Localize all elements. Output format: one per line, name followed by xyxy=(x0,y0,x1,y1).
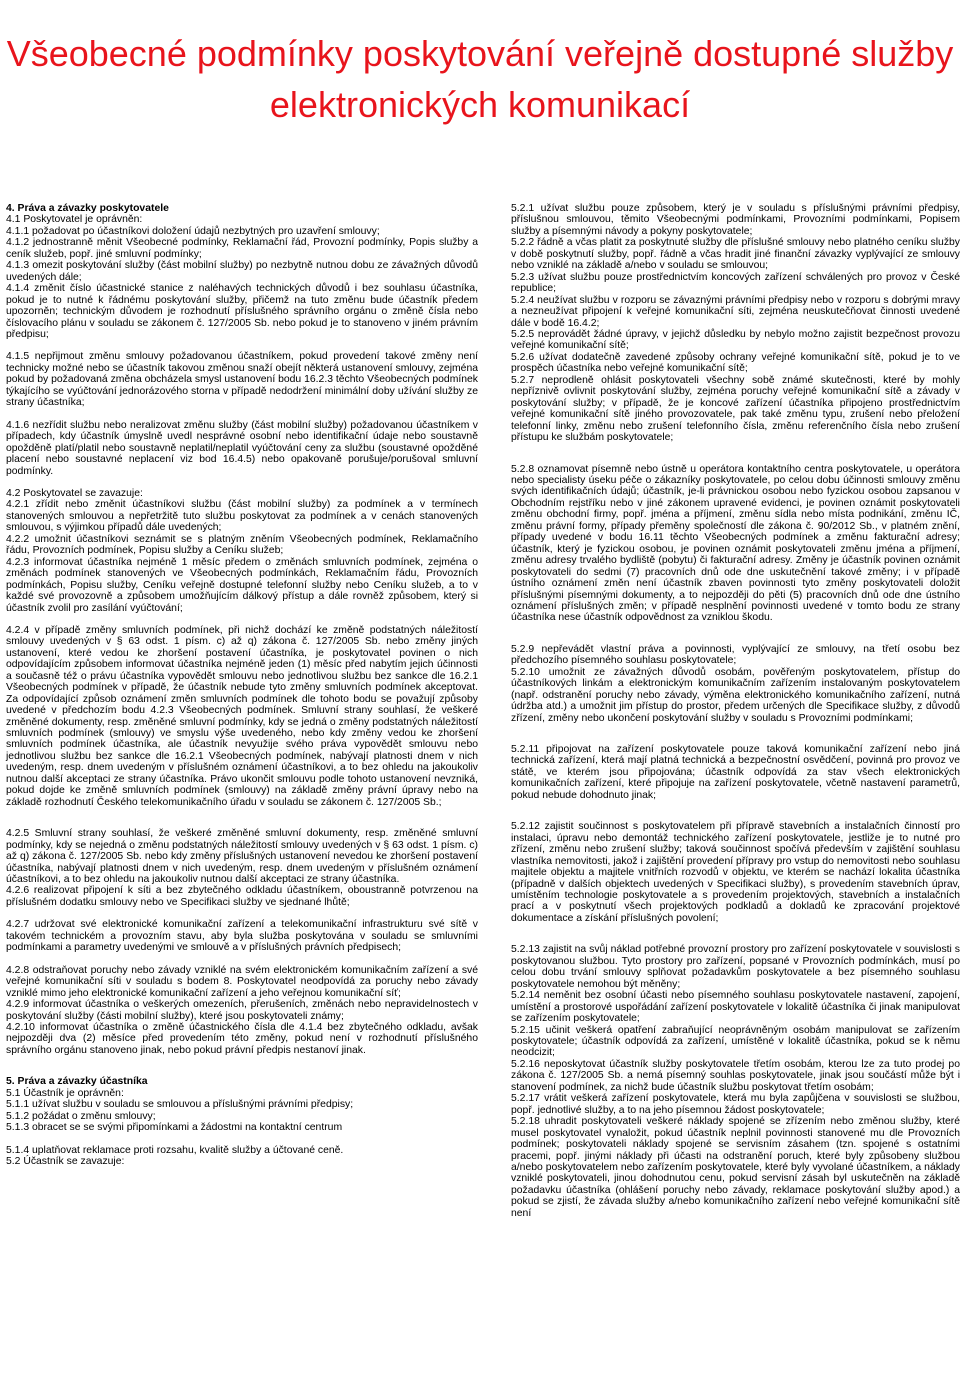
clause-paragraph: 5.2.9 nepřevádět vlastní práva a povinnosti, vyplývající ze smlouvy, na třetí osobu bez předchozího písemného souhlasu poskytovatele; xyxy=(511,643,960,667)
document-title: Všeobecné podmínky poskytování veřejně dostupné služby elektronických komunikací xyxy=(6,33,954,126)
clause-paragraph: 5.2.6 užívat dodatečně zavedené způsoby ochrany veřejné komunikační sítě, pokud je to ve prospěch účastníka nebo veřejné komunikační sítě; xyxy=(511,351,960,375)
section-heading: 5. Práva a závazky účastníka xyxy=(6,1076,148,1088)
clause-paragraph: 5.1.4 uplatňovat reklamace proti rozsahu, kvalitě služby a účtované ceně. xyxy=(6,1144,344,1156)
clause-paragraph: 5.2.7 neprodleně ohlásit poskytovateli všechny sobě známé skutečnosti, které by mohly nepříznivě ovlivnit poskytování služby, zejména poruchy veřejné komunikační sítě a závady v poskytování služby; v případě, že je koncové zařízení účastníka připojeno prostřednictvím veřejné komunikační sítě jiného provozovatele, pak také změnu typu, zrušení nebo přeložení telefonní linky, změnu nebo zrušení telefonního čísla, změnu referenčního čísla nebo zrušení přístupu ke službám poskytovatele; xyxy=(511,374,960,444)
clause-paragraph: 4.1.1 požadovat po účastníkovi doložení údajů nezbytných pro uzavření smlouvy; xyxy=(6,225,380,237)
clause-paragraph: 5.2.16 neposkytovat účastník služby poskytovatele třetím osobám, kterou lze za tuto prodej po zákona č. 127/2005 Sb. a nemá písemný souhlas poskytovatele, jinak jsou součástí může být i stanovení podmínek, za nichž bude účastník službu poskytovat třetím osobám; xyxy=(511,1058,960,1093)
clause-paragraph: 4.2.7 udržovat své elektronické komunikační zařízení a telekomunikační infrastrukturu své sítě v takovém technickém a provozním stavu, aby byla služba poskytována v souladu se smluvními podmínkami a parametry uvedenými ve smlouvě a v příslušných právních předpisech; xyxy=(6,919,478,954)
clause-paragraph: 4.2.4 v případě změny smluvních podmínek, při nichž dochází ke změně podstatných náležitostí smlouvy uvedených v § 63 odst. 1 písm. c) až q) zákona č. 127/2005 Sb. nebo změny jiných ustanovení, které vedou ke zhoršení postavení účastníka, je poskytovatel povinen o nich odpovídajícím způsobem informovat účastníka nejméně jeden (1) měsíc před nabytím jejich účinnosti a současně též o právu účastníka vypovědět smlouvu nebo jednotlivou službu bez sankce dle 16.2.1 Všeobecných podmínek v případě, že účastník nebude tyto změny smluvních podmínek akceptovat. Za odpovídající způsob oznámení změn smluvních podmínek dle tohoto bodu se považují způsoby uvedené v předchozím bodu 4.2.3 Všeobecných podmínek. Smluvní strany souhlasí, že veškeré změněné dokumenty, resp. změněné smluvní podmínky, kdy se jedná o změny podstatných náležitostí smluvních podmínek (smlouvy) ve smyslu výše uvedeného, nebo kdy změny vedou ke zhoršení smluvních podmínek účastníka, ale účastník nevyužije svého práva vypovědět smlouvu nebo jednotlivou službu bez sankce dle 16.2.1 Všeobecných podmínek, nabývají platnosti dnem v nich uvedeným, resp. dnem uvedeným v příslušném oznámení účastníkovi, a to bez ohledu na jakoukoliv nutnou další akceptaci ze strany účastníka. Právo ukončit smlouvu podle tohoto ustanovení nevzniká, pokud dojde ke změně smluvních podmínek (smlouvy) na základě změny právní úpravy nebo na základě rozhodnutí Českého telekomunikačního úřadu v souladu se zákonem č. 127/2005 Sb.; xyxy=(6,624,478,808)
clause-paragraph: 4.1.3 omezit poskytování služby (část mobilní služby) po nezbytně nutnou dobu ze závažných důvodů uvedených dále; xyxy=(6,260,478,283)
clause-paragraph: 5.2.3 užívat službu pouze prostřednictvím koncových zařízení schválených pro provoz v České republice; xyxy=(511,271,960,295)
clause-paragraph: 5.1 Účastník je oprávněn: xyxy=(6,1087,124,1099)
clause-paragraph: 5.2.14 neměnit bez osobní účasti nebo písemného souhlasu poskytovatele nastavení, zapojení, umístění a prostorové uspořádání zařízení poskytovatele v lokalitě účastníka či jinak manipulovat se zařízením poskytovatele; xyxy=(511,990,960,1025)
clause-paragraph: 5.2.2 řádně a včas platit za poskytnuté služby dle příslušné smlouvy nebo platného ceníku služby v době poskytnutí služby, popř. řádně a včas hradit jiné finanční závazky vyplývající ze smlouvy nebo vzniklé na základě a/nebo v souladu se smlouvou; xyxy=(511,237,960,272)
clause-paragraph: 5.1.3 obracet se se svými připomínkami a žádostmi na kontaktní centrum xyxy=(6,1122,343,1134)
clause-paragraph: 4.1.5 nepřijmout změnu smlouvy požadovanou účastníkem, pokud provedení takové změny není technicky možné nebo se účastník takovou změnou snaží obejít některá ustanovení smlouvy, zejména pokud by požadovaná změna obcházela smysl ustanovení bodu 16.2.3 těchto Všeobecných podmínek týkajícího se vyúčtování jednorázového storna v případě nedodržení minimální doby užívání služby ze strany účastníka; xyxy=(6,351,478,409)
clause-paragraph: 5.1.2 požádat o změnu smlouvy; xyxy=(6,1110,156,1122)
clause-paragraph: 4.2.9 informovat účastníka o veškerých omezeních, přerušeních, změnách nebo nepravidelnostech v poskytování služby (části mobilní služby), které jsou poskytovateli známy; xyxy=(6,999,478,1022)
clause-paragraph: 5.2.18 uhradit poskytovateli veškeré náklady spojené se zřízením nebo změnou služby, které musel poskytovatel vynaložit, pokud účastník neplnil povinnosti stanovené mu dle Provozních podmínek; poskytovateli náklady spojené se servisním zásahem (tzn. spojené s ostatními pracemi, popř. jinými náklady při účasti na odstranění poruch, které byly způsobeny službou a/nebo poskytovatelem nebo zařízením poskytovatele, které byly vyvolané účastníkem, a náklady vzniklé poskytovateli, jinou dohodnutou cenu, pokud servisní zásah byl uskutečněn na základě požadavku účastníka (ohlášení poruchy nebo závady, reklamace poskytování služby apod.) a pokud se zjistí, že závada služby a/nebo komunikačního zařízení nebo veřejné komunikační sítě není xyxy=(511,1116,960,1219)
clause-paragraph: 4.2 Poskytovatel se zavazuje: xyxy=(6,487,143,499)
clause-paragraph: 5.2.5 neprovádět žádné úpravy, v jejichž důsledku by nebylo možno zajistit bezpečnost provozu veřejné komunikační sítě; xyxy=(511,328,960,352)
clause-paragraph: 5.2.8 oznamovat písemně nebo ústně u operátora kontaktního centra poskytovatele, u operátora nebo specialisty úseku péče o zákazníky poskytovatele, po celou dobu účinnosti smlouvy změnu svých identifikačních údajů; účastník, je-li právnickou osobou nebo fyzickou osobou zapsanou v Obchodním rejstříku nebo v jiné zákonem upravené evidenci, je povinen oznámit poskytovateli změnu obchodní firmy, popř. jména a příjmení, změnu sídla nebo místa podnikání, změnu IČ, změnu právní formy, případy přeměny společností dle zákona č. 90/2012 Sb., v platném znění, případy uvedené v bodu 16.11 těchto Všeobecných podmínek a změnu fakturační adresy; účastník, který je fyzickou osobou, je povinen oznámit poskytovateli změnu jména a příjmení, změnu adresy trvalého bydliště (pobytu) či fakturační adresy. Změny je účastník povinen oznámit poskytovateli do sedmi (7) pracovních dnů ode dne uskutečnění takové změny; i v případě ústního oznámení změn není účastník zbaven povinnosti tyto změny poskytovateli doložit příslušnými písemnými dokumenty, a to nejpozději do pěti (5) pracovních dnů ode dne ústního oznámení příslušných změn; v případě nesplnění povinnosti uvedené v tomto bodu ze strany účastníka nese účastník odpovědnost za vzniklou škodu. xyxy=(511,463,960,624)
clause-paragraph: 4.2.10 informovat účastníka o změně účastnického čísla dle 4.1.4 bez zbytečného odkladu, avšak nejpozději dva (2) měsíce před provedením této změny, pokud není v rozhodnutí příslušného správního orgánu stanoveno jinak, nebo pokud právní předpis nestanoví jinak. xyxy=(6,1022,478,1056)
clause-paragraph: 4.2.1 zřídit nebo změnit účastníkovi službu (část mobilní služby) za podmínek a v termínech stanovených smlouvou a nepřetržitě tuto službu poskytovat za podmínek a v cenách stanovených smlouvou, s výjimkou případů dále uvedených; xyxy=(6,499,478,534)
clause-paragraph: 5.2 Účastník se zavazuje: xyxy=(6,1156,125,1168)
clause-paragraph: 5.2.4 neužívat službu v rozporu se závaznými právními předpisy nebo v rozporu s dobrými mravy a nezneužívat připojení k veřejné komunikační síti, zejména neuskutečňovat činnosti uvedené dále v bodě 16.4.2; xyxy=(511,294,960,329)
section-heading: 4. Práva a závazky poskytovatele xyxy=(6,203,169,214)
clause-paragraph: 4.2.6 realizovat připojení k síti a bez zbytečného odkladu účastníkem, oboustranně potvrzenou na příslušném dodatku smlouvy nebo ve Specifikaci služby ve sjednané lhůtě; xyxy=(6,885,478,908)
clause-paragraph: 4.2.5 Smluvní strany souhlasí, že veškeré změněné smluvní dokumenty, resp. změněné smluvní podmínky, kdy se nejedná o změnu podstatných náležitostí smlouvy uvedených v § 63 odst. 1 písm. c) až q) zákona č. 127/2005 Sb. nebo kdy změny příslušných ustanovení nevedou ke zhoršení postavení účastníka, nabývají platnosti dnem v nich uvedeným, resp. dnem uvedeným v příslušném oznámení účastníkovi, a to bez ohledu na jakoukoliv nutnou další akceptaci ze strany účastníka. xyxy=(6,828,478,886)
clause-paragraph: 5.2.10 umožnit ze závažných důvodů osobám, pověřeným poskytovatelem, přístup do účastníkových linkám a elektronickým komunikačním zařízením instalovaným poskytovatelem (např. odstranění poruchy nebo závady, výměna elektronického komunikačního zařízení, nutná údržba atd.) a umožnit jim přístup do prostor, předem určených dle Specifikace služby, z důvodů zřízení, změny nebo ukončení poskytování služby v souladu s Provozními podmínkami; xyxy=(511,666,960,724)
clause-paragraph: 4.1.4 změnit číslo účastnické stanice z naléhavých technických důvodů i bez souhlasu účastníka, pokud je to nutné k řádnému poskytování služby, přičemž na tuto změnu bude účastník předem upozorněn; technickým důvodem je rozhodnutí příslušného správního orgánu o změně čísla nebo číslovacího plánu v souladu se zákonem č. 127/2005 Sb. nebo pokud je to stanoveno v jiném právním předpisu; xyxy=(6,283,478,340)
clause-paragraph: 5.2.11 připojovat na zařízení poskytovatele pouze taková komunikační zařízení nebo jiná technická zařízení, která mají platná technická a bezpečnostní osvědčení, povinná pro provoz ve státě, ve kterém jsou připojována; účastník odpovídá za stav všech elektronických komunikačních zařízení, které připojuje na zařízení poskytovatele, včetně nastavení parametrů, pokud nebude dohodnuto jinak; xyxy=(511,744,960,801)
clause-paragraph: 5.2.12 zajistit součinnost s poskytovatelem při přípravě stavebních a instalačních činností pro instalaci, úpravu nebo demontáž technického zařízení poskytovatele, jestliže je to nutné pro zřízení, změnu nebo zrušení služby; taková součinnost spočívá především v zajištění souhlasu vlastníka nemovitosti, jakož i zajištění provedení přípravy pro vstup do nemovitosti nebo souhlasu majitele objektu a majitele vnitřních rozvodů v objektu, ve kterém se nachází lokalita účastníka (případně v dalších objektech uvedených v Specifikaci služby), s provedením stavebních úprav, umístěním technologie poskytovatele a s provedením projektových, stavebních a instalačních prací a v poskytnutí všech projektových podkladů a dokladů ke zpracování projektové dokumentace a získání příslušných povolení; xyxy=(511,821,960,924)
clause-paragraph: 5.1.1 užívat službu v souladu se smlouvou a příslušnými právními předpisy; xyxy=(6,1099,354,1111)
clause-paragraph: 4.2.2 umožnit účastníkovi seznámit se s platným zněním Všeobecných podmínek, Reklamačního řádu, Provozních podmínek, Popisu služby a Ceníku služeb; xyxy=(6,533,478,557)
clause-paragraph: 4.1.2 jednostranně měnit Všeobecné podmínky, Reklamační řád, Provozní podmínky, Popis služby a ceník služeb, popř. jiné smluvní podmínky; xyxy=(6,237,478,260)
left-column xyxy=(6,203,478,1168)
clause-paragraph: 4.1.6 nezřídit službu nebo neralizovat změnu služby (část mobilní služby) požadovanou účastníkem v případech, kdy účastník úmyslně uvedl nesprávné osobní nebo identifikační údaje nebo soustavně opožděně platí/platil nebo soustavně neplatil/neplatil vyúčtování ceny za službu (soustavné opožděné placení nebo soustavné neplacení viz bod 16.4.5) nebo opakovaně porušuje/porušoval smluvní podmínky. xyxy=(6,419,478,477)
clause-paragraph: 4.2.3 informovat účastníka nejméně 1 měsíc předem o změnách smluvních podmínek, zejména o změnách podmínek stanovených ve Všeobecných podmínkách, Reklamačním řádu, Provozních podmínkách, Popisu služby, Ceníku veřejně dostupné telefonní služby nebo Ceníku služeb, a to v každé své provozovně a způsobem umožňujícím dálkový přístup a dále rovněž způsobem, který si účastník zvolil pro zasílání vyúčtování; xyxy=(6,556,478,614)
clause-paragraph: 4.2.8 odstraňovat poruchy nebo závady vzniklé na svém elektronickém komunikačním zařízení a své veřejné komunikační síti v souladu s bodem 8. Poskytovatel neodpovídá za poruchy nebo závady vzniklé mimo jeho elektronické komunikační zařízení a jeho veřejnou komunikační síť; xyxy=(6,964,478,999)
right-column xyxy=(511,203,960,1219)
clause-paragraph: 4.1 Poskytovatel je oprávněn: xyxy=(6,214,143,226)
clause-paragraph: 5.2.15 učinit veškerá opatření zabraňující neoprávněným osobám manipulovat se zařízením poskytovatele; účastník odpovídá za zařízení, umístěné v lokalitě účastníka, pokud se k němu neodcizit; xyxy=(511,1024,960,1059)
clause-paragraph: 5.2.17 vrátit veškerá zařízení poskytovatele, která mu byla zapůjčena v souvislosti se službou, popř. jednotlivé služby, a to na jeho písemnou žádost poskytovatele; xyxy=(511,1093,960,1116)
clause-paragraph: 5.2.13 zajistit na svůj náklad potřebné provozní prostory pro zařízení poskytovatele v souvislosti s poskytovanou službou. Tyto prostory pro zařízení, popsané v Provozních podmínkách, musí po celou dobu trvání smlouvy splňovat požadavkům poskytovatele a bez písemného souhlasu poskytovatele nemohou být měněny; xyxy=(511,944,960,990)
clause-paragraph: 5.2.1 užívat službu pouze způsobem, který je v souladu s příslušnými právními předpisy, příslušnou smlouvou, těmito Všeobecnými podmínkami, Provozními podmínkami, Popisem služby a písemnými návody a pokyny poskytovatele; xyxy=(511,203,960,237)
